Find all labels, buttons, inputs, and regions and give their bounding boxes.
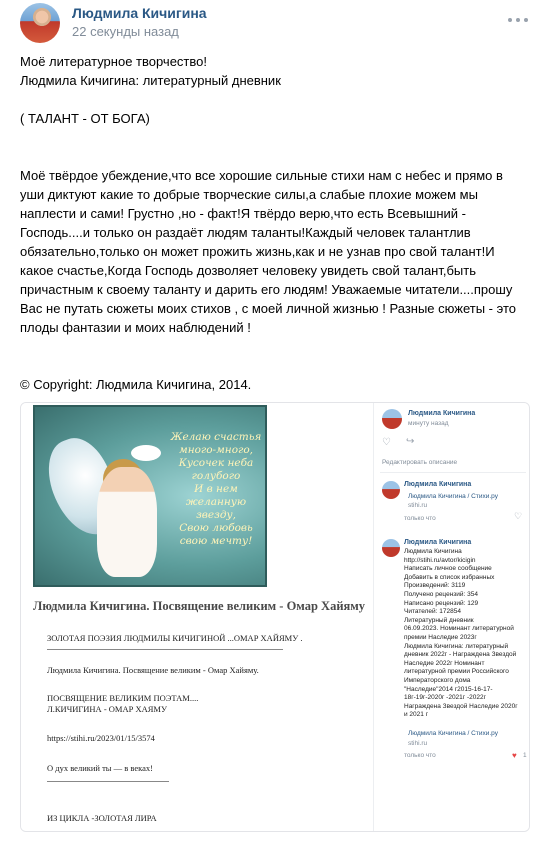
attachment-title: Людмила Кичигина. Посвящение великим - Омар Хайяму (33, 599, 366, 613)
comment-line: Императорского дома (404, 676, 471, 684)
post-line: Моё твёрдое убеждение,что все хорошие сильные стихи нам с небес и прямо в (20, 168, 503, 183)
author-avatar[interactable] (20, 3, 60, 43)
dove-shape (131, 445, 161, 461)
attached-sidebar (373, 403, 530, 832)
avatar (382, 481, 400, 499)
verse-line: Кусочек неба голубого (178, 457, 254, 482)
like-count: 1 (523, 752, 527, 759)
comment-line: Наследие 2022г Номинант (404, 659, 485, 667)
doc-line: О дух великий ты — в веках! (47, 763, 153, 773)
angel-artwork (33, 405, 267, 587)
comment-line: "Наследие"2014 г2015-16-17- (404, 685, 493, 693)
post-line: Вас не путать сюжеты моих стихов , с моей личной жизнью ! Разные сюжеты - это (20, 301, 516, 316)
comment-line: Читателей: 172854 (404, 608, 461, 616)
edit-description-link: Редактировать описание (382, 459, 458, 466)
comment-author: Людмила Кичигина (404, 539, 472, 546)
attached-image[interactable] (20, 402, 530, 832)
comment-line: дневник 2022г - Награждена Звездой (404, 651, 517, 659)
author-name[interactable]: Людмила Кичигина (72, 5, 207, 21)
comment-site: stihi.ru (408, 740, 428, 747)
comment-line: Получено рецензий: 354 (404, 590, 478, 598)
verse-line: свою мечту! (179, 535, 253, 547)
post-line: плоды фантазии и моих наблюдений ! (20, 320, 251, 335)
post-text (20, 52, 530, 394)
verse-line: Свою любовь (179, 522, 253, 534)
comment-time: только что (404, 515, 436, 522)
doc-line: ИЗ ЦИКЛА -ЗОЛОТАЯ ЛИРА (47, 813, 157, 823)
post-line: причастным к своему таланту и дарить его людям! Уважаемые читатели....прошу (20, 282, 513, 297)
comment-line: 18г-19г-2020г -2021г -2022г (404, 694, 486, 702)
comment-site: stihi.ru (408, 502, 428, 509)
comment-time: только что (404, 752, 436, 759)
comment-line: Людмила Кичигина: литературный (404, 642, 509, 650)
avatar (382, 409, 402, 429)
comment-line: и 2021 г (404, 711, 429, 719)
divider (47, 649, 283, 650)
comment-line: 06.09.2023. Номинант литературной (404, 625, 514, 633)
comment-line: Написано рецензий: 129 (404, 599, 479, 607)
sidebar-time: минуту назад (408, 420, 449, 427)
post-header (0, 0, 546, 44)
doc-line: Людмила Кичигина. Посвящение великим - Омар Хайяму. (47, 665, 259, 675)
share-icon: ↪ (406, 436, 415, 447)
comment-line: Написать личное сообщение (404, 565, 492, 573)
heart-icon: ♡ (382, 437, 391, 448)
post-line: Господь....и только он раздаёт людям таланты!Каждый человек талантлив (20, 225, 471, 240)
divider (47, 781, 169, 782)
comment-line: литературной премии Российского (404, 668, 509, 676)
comment-link: Людмила Кичигина / Стихи.ру (408, 493, 498, 500)
comment-link: Людмила Кичигина / Стихи.ру (408, 730, 498, 737)
post-line: ( ТАЛАНТ - ОТ БОГА) (20, 111, 150, 126)
more-dots-icon[interactable] (506, 12, 530, 28)
comment-line: Литературный дневник (404, 616, 474, 624)
copyright-line: © Copyright: Людмила Кичигина, 2014. (20, 377, 252, 392)
verse-line: И в нем (194, 483, 238, 495)
comment-line: Добавить в список избранных (404, 573, 495, 581)
verse-line: много-много, (178, 444, 254, 456)
liked-heart-icon: ♥ (512, 751, 517, 760)
divider (380, 472, 526, 473)
doc-line: Л.КИЧИГИНА - ОМАР ХАЯМУ (47, 704, 167, 714)
post-line: Людмила Кичигина: литературный дневник (20, 73, 281, 88)
comment-line: http://stihi.ru/avtor/kicigin (404, 556, 476, 564)
post-time[interactable]: 22 секунды назад (72, 24, 179, 39)
comment-line: премии Наследие 2023г (404, 633, 477, 641)
avatar (382, 539, 400, 557)
post-line: уши диктуют какие то добрые творческие силы,а слабые плохие можем мы (20, 187, 478, 202)
comment-line: Произведений: 3119 (404, 582, 466, 590)
comment-text (404, 548, 528, 720)
verse-line: желанную звезду, (185, 496, 247, 521)
post-line: какое счастье,Когда Господь дозволяет человеку увидеть свой талант,быть (20, 263, 476, 278)
artwork-verse (167, 431, 265, 548)
attached-page (21, 403, 371, 832)
post-line: обязательно,только он может прожить жизнь,как и не узнав про свой талант!И (20, 244, 495, 259)
doc-line: https://stihi.ru/2023/01/15/3574 (47, 733, 155, 743)
doc-line: ПОСВЯЩЕНИЕ ВЕЛИКИМ ПОЭТАМ.... (47, 693, 199, 703)
post-line: Моё литературное творчество! (20, 54, 207, 69)
post-line: наплести и сами! Грустно ,но - факт!Я твёрдо верю,что есть Всевышний - (20, 206, 466, 221)
angel-figure (97, 467, 157, 577)
doc-line: ЗОЛОТАЯ ПОЭЗИЯ ЛЮДМИЛЫ КИЧИГИНОЙ ...ОМАР ХАЙЯМУ . (47, 633, 303, 643)
comment-line: Награждена Звездой Наследие 2020г (404, 702, 518, 710)
heart-icon: ♡ (514, 511, 523, 521)
comment-author: Людмила Кичигина (404, 481, 472, 488)
sidebar-author: Людмила Кичигина (408, 410, 476, 417)
verse-line: Желаю счастья (170, 431, 262, 443)
comment-line: Людмила Кичигина (404, 548, 462, 555)
